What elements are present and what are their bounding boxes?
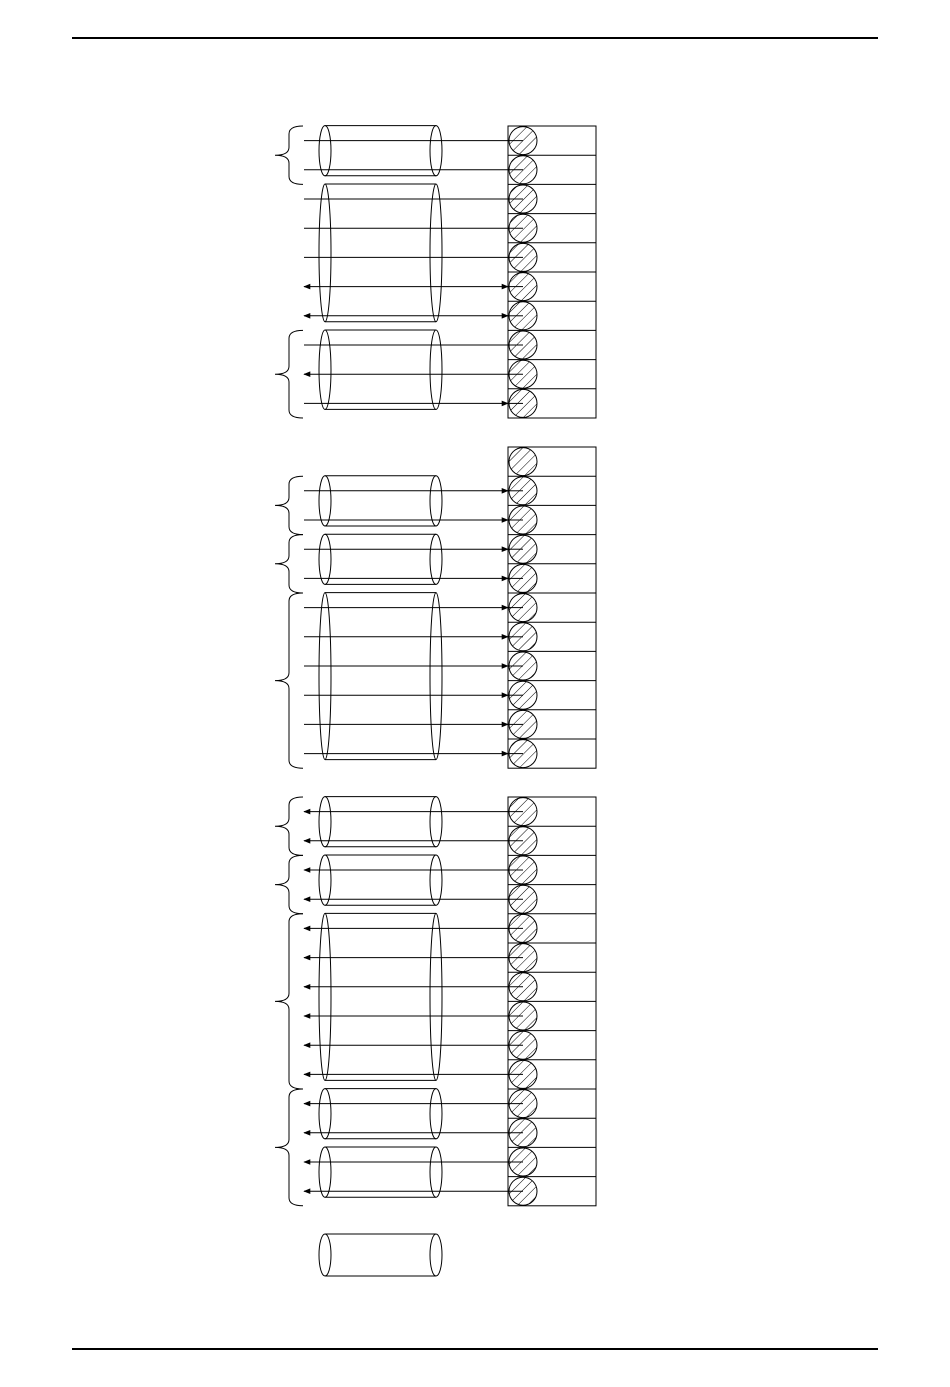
- screw-terminal: [509, 827, 537, 855]
- shielded-cable: [319, 797, 442, 847]
- screw-terminal: [509, 710, 537, 738]
- screw-terminal: [509, 798, 537, 826]
- screw-terminal: [509, 273, 537, 301]
- shielded-cable: [319, 330, 442, 409]
- screw-terminal: [509, 594, 537, 622]
- screw-terminal: [509, 564, 537, 592]
- cable-group-brace: [275, 914, 303, 1089]
- shielded-cable: [319, 184, 442, 322]
- screw-terminal: [509, 1060, 537, 1088]
- screw-terminal: [509, 302, 537, 330]
- screw-terminal: [509, 185, 537, 213]
- screw-terminal: [509, 1177, 537, 1205]
- screw-terminal: [509, 243, 537, 271]
- shielded-cable: [319, 855, 442, 905]
- screw-terminal: [509, 1090, 537, 1118]
- cable-group-brace: [275, 330, 303, 418]
- screw-terminal: [509, 740, 537, 768]
- shielded-cable: [319, 476, 442, 526]
- shielded-cable: [319, 913, 442, 1080]
- screw-terminal: [509, 448, 537, 476]
- screw-terminal: [509, 1119, 537, 1147]
- screw-terminal: [509, 156, 537, 184]
- terminal-block-1: [275, 126, 596, 418]
- shielded-cable: [319, 534, 442, 584]
- cable-group-brace: [275, 126, 303, 184]
- shielded-cable: [319, 1147, 442, 1197]
- terminal-block-3: [275, 797, 596, 1206]
- screw-terminal: [509, 1002, 537, 1030]
- screw-terminal: [509, 944, 537, 972]
- cable-group-brace: [275, 593, 303, 768]
- screw-terminal: [509, 914, 537, 942]
- shielded-cable: [319, 593, 442, 760]
- cable-group-brace: [275, 476, 303, 534]
- screw-terminal: [509, 885, 537, 913]
- cable-group-brace: [275, 535, 303, 593]
- screw-terminal: [509, 1148, 537, 1176]
- screw-terminal: [509, 477, 537, 505]
- shielded-cable: [319, 1089, 442, 1139]
- cable-group-brace: [275, 855, 303, 913]
- screw-terminal: [509, 973, 537, 1001]
- screw-terminal: [509, 127, 537, 155]
- screw-terminal: [509, 681, 537, 709]
- screw-terminal: [509, 331, 537, 359]
- screw-terminal: [509, 214, 537, 242]
- screw-terminal: [509, 360, 537, 388]
- cable-group-brace: [275, 797, 303, 855]
- terminal-block-2: [275, 447, 596, 768]
- legend-shielded-cable: [319, 1234, 442, 1276]
- screw-terminal: [509, 623, 537, 651]
- screw-terminal: [509, 1031, 537, 1059]
- screw-terminal: [509, 856, 537, 884]
- cable-group-brace: [275, 1089, 303, 1206]
- screw-terminal: [509, 535, 537, 563]
- shielded-cable: [319, 126, 442, 176]
- screw-terminal: [509, 389, 537, 417]
- screw-terminal: [509, 652, 537, 680]
- footer-rule: [72, 1348, 878, 1350]
- screw-terminal: [509, 506, 537, 534]
